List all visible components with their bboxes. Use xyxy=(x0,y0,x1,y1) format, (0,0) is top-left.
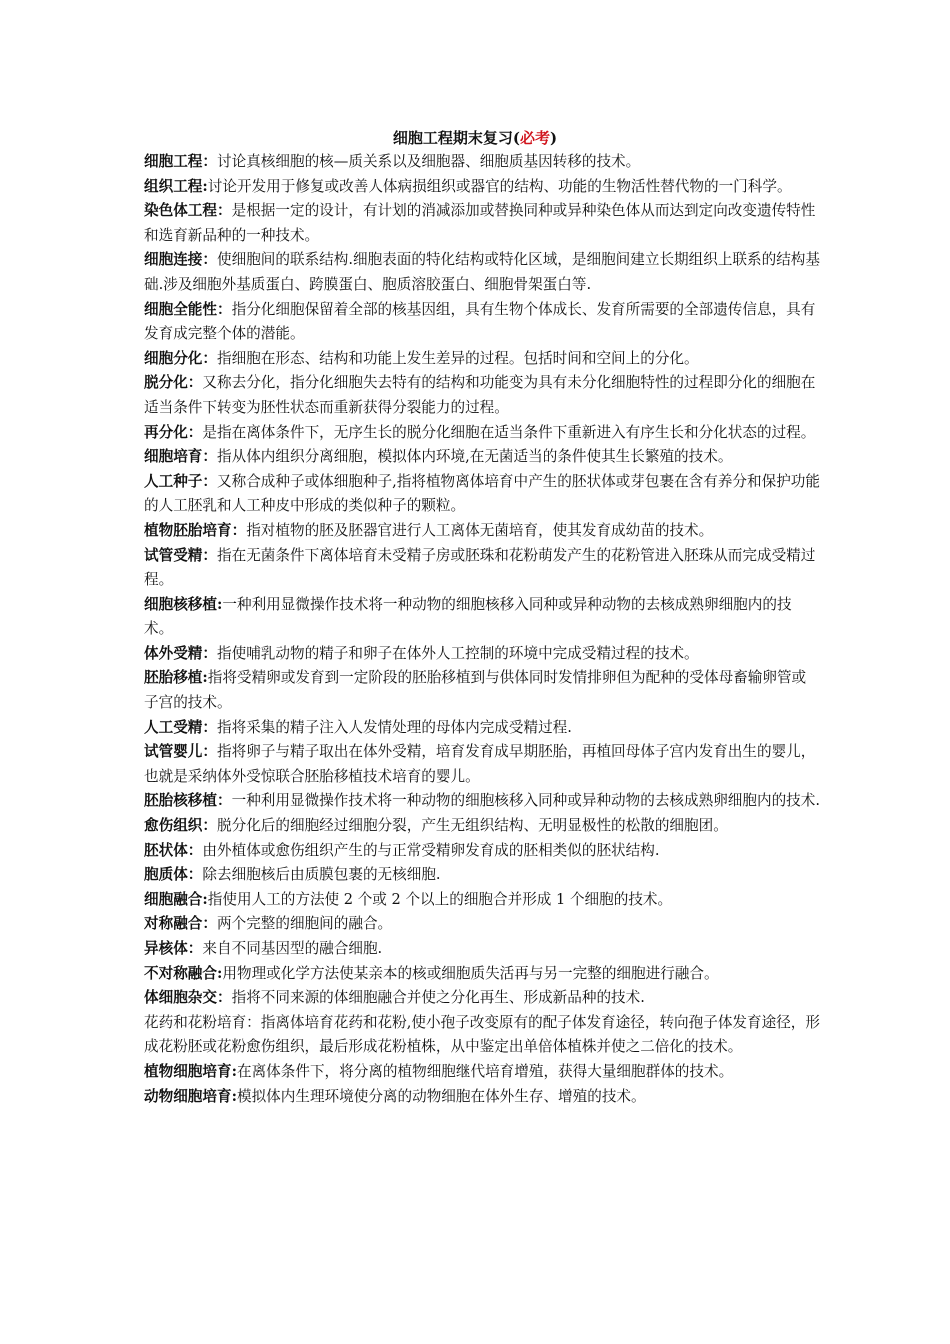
entry-definition: 是根据一定的设计，有计划的消减添加或替换同种或异种染色体从而达到定向改变遗传特性和选育新品种的一种技术。 xyxy=(144,202,816,244)
entry-separator: ： xyxy=(187,940,203,957)
entry-term: 动物细胞培育 xyxy=(144,1087,232,1105)
entry-separator: : xyxy=(202,177,208,195)
glossary-entry xyxy=(144,347,820,372)
entry-separator: ： xyxy=(202,349,217,367)
glossary-entry xyxy=(144,912,820,937)
entry-definition: 指将受精卵或发育到一定阶段的胚胎移植到与供体同时发情排卵但为配种的受体母畜输卵管或子宫的技术。 xyxy=(144,669,807,712)
entry-definition: 指将不同来源的体细胞融合并使之分化再生、形成新品种的技术. xyxy=(231,989,645,1007)
glossary-entry xyxy=(144,937,820,962)
entry-term: 胞质体 xyxy=(144,866,188,884)
glossary-entry xyxy=(144,888,820,913)
entry-definition: 指对植物的胚及胚器官进行人工离体无菌培育，使其发育成幼苗的技术。 xyxy=(246,521,714,539)
entry-separator: ： xyxy=(216,202,232,220)
glossary-entry xyxy=(144,445,820,470)
entry-definition: 讨论开发用于修复或改善人体病损组织或器官的结构、功能的生物活性替代物的一门科学。 xyxy=(207,177,792,195)
entry-separator: ： xyxy=(202,817,217,835)
entry-term: 花药和花粉培育 xyxy=(144,1013,247,1031)
entry-term: 细胞分化 xyxy=(144,349,203,367)
entry-definition: 指从体内组织分离细胞，模拟体内环境,在无菌适当的条件使其生长繁殖的技术。 xyxy=(217,448,733,466)
glossary-entry xyxy=(144,1060,820,1085)
entry-separator: ： xyxy=(202,743,217,761)
entry-term: 胚胎核移植 xyxy=(144,792,217,810)
glossary-entry xyxy=(144,248,820,297)
entry-term: 试管婴儿 xyxy=(144,743,203,761)
entry-separator: : xyxy=(202,669,208,687)
entry-separator: ： xyxy=(187,374,203,392)
glossary-entry xyxy=(144,150,820,175)
entry-separator: ： xyxy=(202,448,217,466)
entry-separator: : xyxy=(231,1062,237,1080)
glossary-entry xyxy=(144,421,820,446)
glossary-entry xyxy=(144,371,820,420)
entry-separator: ： xyxy=(187,841,203,859)
title-accent: 必考 xyxy=(520,129,551,147)
entry-term: 细胞培育 xyxy=(144,448,203,466)
glossary-entry xyxy=(144,199,820,248)
entry-term: 胚胎移植 xyxy=(144,669,203,687)
glossary-entry xyxy=(144,863,820,888)
glossary-entry xyxy=(144,839,820,864)
entry-definition: 一种利用显微操作技术将一种动物的细胞核移入同种或异种动物的去核成熟卵细胞内的技术. xyxy=(231,792,820,810)
entry-separator: : xyxy=(216,595,223,613)
entry-term: 异核体 xyxy=(144,940,188,957)
entry-definition: 指将采集的精子注入人发情处理的母体内完成受精过程. xyxy=(217,718,572,736)
entry-term: 试管受精 xyxy=(144,546,203,564)
entry-definition: 是指在离体条件下，无序生长的脱分化细胞在适当条件下重新进入有序生长和分化状态的过程。 xyxy=(202,423,816,441)
entry-definition: 除去细胞核后由质膜包裹的无核细胞. xyxy=(202,866,441,884)
page-title xyxy=(0,128,950,148)
entry-term: 细胞融合 xyxy=(144,890,203,908)
entry-definition: 脱分化后的细胞经过细胞分裂，产生无组织结构、无明显极性的松散的细胞团。 xyxy=(217,817,728,835)
entry-separator: ： xyxy=(216,989,232,1007)
entry-definition: 指在无菌条件下离体培育未受精子房或胚珠和花粉萌发产生的花粉管进入胚珠从而完成受精过程。 xyxy=(144,546,816,589)
entry-separator: ： xyxy=(202,718,217,736)
title-paren-open: ( xyxy=(512,129,520,147)
entry-definition: 一种利用显微操作技术将一种动物的细胞核移入同种或异种动物的去核成熟卵细胞内的技术。 xyxy=(144,595,792,638)
entry-term: 植物胚胎培育 xyxy=(144,521,232,539)
entry-definition: 来自不同基因型的融合细胞. xyxy=(202,940,383,957)
entry-term: 不对称融合 xyxy=(144,964,217,982)
entry-separator: ： xyxy=(202,915,217,933)
entry-separator: ： xyxy=(187,423,203,441)
entry-term: 细胞全能性 xyxy=(144,300,217,318)
entry-term: 细胞工程 xyxy=(144,153,203,170)
glossary-entry xyxy=(144,642,820,667)
glossary-entry xyxy=(144,740,820,789)
entry-separator: ： xyxy=(202,251,217,269)
entry-term: 人工种子 xyxy=(144,472,203,490)
entry-separator: ： xyxy=(231,521,247,539)
entry-term: 细胞连接 xyxy=(144,251,203,269)
entry-term: 染色体工程 xyxy=(144,202,217,220)
entry-term: 再分化 xyxy=(144,423,188,441)
entry-term: 体细胞杂交 xyxy=(144,989,217,1007)
entry-definition: 指将卵子与精子取出在体外受精，培育发育成早期胚胎，再植回母体子宫内发育出生的婴儿，也就是采纳体外受惊联合胚胎移植技术培育的婴儿。 xyxy=(144,743,816,785)
entry-definition: 由外植体或愈伤组织产生的与正常受精卵发育成的胚相类似的胚状结构. xyxy=(202,841,660,859)
entry-term: 体外受精 xyxy=(144,644,203,662)
entry-separator: : xyxy=(216,964,223,982)
glossary-entry xyxy=(144,470,820,519)
glossary-entry xyxy=(144,962,820,987)
glossary-entry xyxy=(144,593,820,642)
entry-term: 脱分化 xyxy=(144,374,188,392)
entry-definition: 指分化细胞保留着全部的核基因组，具有生物个体成长、发育所需要的全部遗传信息，具有发育成完整个体的潜能。 xyxy=(144,300,816,343)
entry-definition: 讨论真核细胞的核—质关系以及细胞器、细胞质基因转移的技术。 xyxy=(217,153,641,170)
title-paren-close: ) xyxy=(550,129,558,147)
entry-separator: ： xyxy=(202,153,217,170)
entry-definition: 在离体条件下，将分离的植物细胞继代培育增殖，获得大量细胞群体的技术。 xyxy=(236,1062,734,1080)
glossary-entry xyxy=(144,175,820,200)
entry-separator: ： xyxy=(216,300,232,318)
glossary-entry xyxy=(144,666,820,715)
glossary-entry xyxy=(144,814,820,839)
glossary-entry xyxy=(144,789,820,814)
entry-term: 人工受精 xyxy=(144,718,203,736)
glossary-entry xyxy=(144,1085,820,1110)
entry-term: 对称融合 xyxy=(144,915,203,933)
glossary-list xyxy=(144,150,820,1109)
entry-definition: 指使哺乳动物的精子和卵子在体外人工控制的环境中完成受精过程的技术。 xyxy=(217,644,699,662)
entry-separator: ： xyxy=(202,644,217,662)
entry-definition: 又称合成种子或体细胞种子,指将植物离体培育中产生的胚状体或芽包裹在含有养分和保护功能的人工胚乳和人工种皮中形成的类似种子的颗粒。 xyxy=(144,472,820,515)
entry-separator: : xyxy=(202,890,208,908)
entry-term: 胚状体 xyxy=(144,841,188,859)
entry-separator: ： xyxy=(202,472,217,490)
entry-term: 组织工程 xyxy=(144,177,203,195)
entry-definition: 使细胞间的联系结构.细胞表面的特化结构或特化区域，是细胞间建立长期组织上联系的结构基础.涉及细胞外基质蛋白、跨膜蛋白、胞质溶胶蛋白、细胞骨架蛋白等. xyxy=(144,251,820,293)
entry-definition: 指细胞在形态、结构和功能上发生差异的过程。包括时间和空间上的分化。 xyxy=(217,349,699,367)
entry-separator: ： xyxy=(216,792,232,810)
glossary-entry xyxy=(144,986,820,1011)
entry-definition: 模拟体内生理环境使分离的动物细胞在体外生存、增殖的技术。 xyxy=(236,1087,646,1105)
entry-separator: ： xyxy=(187,866,203,884)
glossary-entry xyxy=(144,519,820,544)
entry-term: 愈伤组织 xyxy=(144,817,203,835)
glossary-entry xyxy=(144,544,820,593)
entry-separator: : xyxy=(231,1087,237,1105)
glossary-entry xyxy=(144,298,820,347)
entry-term: 植物细胞培育 xyxy=(144,1062,232,1080)
entry-separator: ： xyxy=(202,546,217,564)
entry-term: 细胞核移植 xyxy=(144,595,217,613)
glossary-entry xyxy=(144,716,820,741)
glossary-entry xyxy=(144,1011,820,1060)
entry-definition: 两个完整的细胞间的融合。 xyxy=(217,915,393,933)
entry-definition: 指使用人工的方法使 2 个或 2 个以上的细胞合并形成 1 个细胞的技术。 xyxy=(207,890,673,908)
entry-definition: 指离体培育花药和花粉,使小孢子改变原有的配子体发育途径，转向孢子体发育途径，形成花粉胚或花粉愈伤组织，最后形成花粉植株，从中鉴定出单倍体植株并使之二倍化的技术。 xyxy=(144,1013,820,1056)
entry-definition: 又称去分化，指分化细胞失去特有的结构和功能变为具有未分化细胞特性的过程即分化的细胞在适当条件下转变为胚性状态而重新获得分裂能力的过程。 xyxy=(144,374,816,416)
title-main: 细胞工程期末复习 xyxy=(392,129,513,147)
entry-separator: ： xyxy=(246,1013,261,1031)
entry-definition: 用物理或化学方法使某亲本的核或细胞质失活再与另一完整的细胞进行融合。 xyxy=(222,964,719,982)
